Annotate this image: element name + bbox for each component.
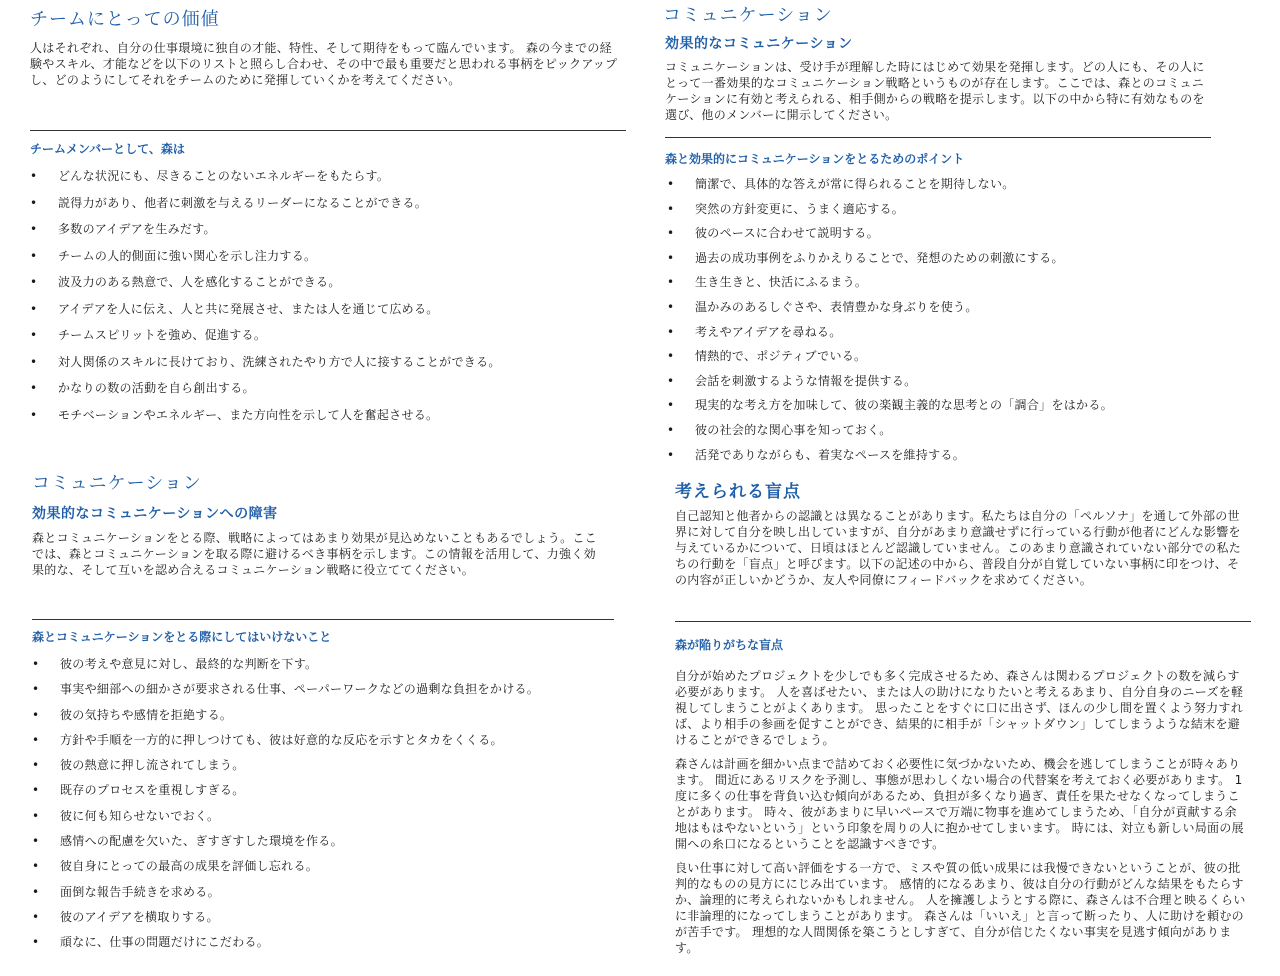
blind-spots-intro: 自己認知と他者からの認識とは異なることがあります。私たちは自分の「ペルソナ」を通して外部の世界に対して自分を映し出していますが、自分があまり意識せずに行っている行動が他者にどんな影響を与えているかについて、日頃はほとんど認識していません。このあまり意識されていない部分での私たちの行動を「盲点」と呼びます。以下の記述の中から、普段自分が自覚していない事柄に印をつけ、その内容が正しいかどうか、友人や同僚にフィードバックを求めてください。 [675, 509, 1242, 587]
team-member-list [30, 168, 501, 433]
blind-spots-title: 考えられる盲点 [675, 482, 801, 502]
list-item: • どんな状況にも、尽きることのないエネルギーをもたらす。 [30, 168, 501, 184]
list-item: • 彼の考えや意見に対し、最終的な判断を下す。 [32, 656, 539, 672]
list-item: • 考えやアイデアを尋ねる。 [667, 324, 1113, 340]
blind-spot-paragraph: 良い仕事に対して高い評価をする一方で、ミスや質の低い成果には我慢できないということが、彼の批判的なものの見方ににじみ出ています。 感情的になるあまり、彼は自分の行動がどんな結果をもたらすか、論理的に考えられないかもしれません。 人を擁護しようとする際に、森さんは不合理と映るくらいに非論理的になってしまうことがあります。 森さんは「いいえ」と言って断ったり、人に助けを頼むのが苦手です。 理想的な人間関係を築こうとしすぎて、自分が信じたくない事実を見逃す傾向があります。 [675, 861, 1246, 955]
list-item: • 現実的な考え方を加味して、彼の楽観主義的な思考との「調合」をはかる。 [667, 397, 1113, 413]
team-value-title: チームにとっての価値 [30, 9, 220, 30]
donts-list [32, 656, 539, 960]
effective-communication-subtitle: 効果的なコミュニケーション [665, 36, 853, 52]
communication-obstacles-intro: 森とコミュニケーションをとる際、戦略によってはあまり効果が見込めないこともあるでしょう。ここでは、森とコミュニケーションを取る際に避けるべき事柄を示します。この情報を活用して、力強く効果的な、そして互いを認め合えるコミュニケーション戦略に役立ててください。 [32, 531, 597, 577]
list-item: • 彼の熱意に押し流されてしまう。 [32, 757, 539, 773]
list-item: • 情熱的で、ポジティブでいる。 [667, 348, 1113, 364]
team-value-intro: 人はそれぞれ、自分の仕事環境に独自の才能、特性、そして期待をもって臨んでいます。 森の今までの経験やスキル、才能などを以下のリストと照らし合わせ、その中で最も重要だと思われる事柄をピックアップし、どのようにしてそれをチームのために発揮していくかを考えてください。 [30, 41, 618, 87]
list-item: • 面倒な報告手続きを求める。 [32, 884, 539, 900]
left-column [30, 0, 626, 976]
list-item: • 過去の成功事例をふりかえりることで、発想のための刺激にする。 [667, 250, 1113, 266]
list-item: • 感情への配慮を欠いた、ぎすぎすした環境を作る。 [32, 833, 539, 849]
list-item: • 多数のアイデアを生みだす。 [30, 221, 501, 237]
blind-spots-paragraphs [675, 668, 1249, 964]
blind-spots-subheading: 森が陥りがちな盲点 [675, 638, 784, 652]
effective-points-list [667, 176, 1113, 471]
communication-obstacles-subtitle: 効果的なコミュニケーションへの障害 [32, 506, 278, 522]
list-item: • かなりの数の活動を自ら創出する。 [30, 380, 501, 396]
team-member-subheading: チームメンバーとして、森は [30, 142, 185, 156]
list-item: • 突然の方針変更に、うまく適応する。 [667, 201, 1113, 217]
effective-points-subheading: 森と効果的にコミュニケーションをとるためのポイント [665, 152, 965, 166]
list-item: • 彼の社会的な関心事を知っておく。 [667, 422, 1113, 438]
list-item: • 彼に何も知らせないでおく。 [32, 808, 539, 824]
divider [675, 621, 1251, 622]
list-item: • 活発でありながらも、着実なペースを維持する。 [667, 447, 1113, 463]
list-item: • 説得力があり、他者に刺激を与えるリーダーになることができる。 [30, 195, 501, 211]
communication-title-right: コミュニケーション [663, 5, 833, 26]
list-item: • 事実や細部への細かさが要求される仕事、ペーパーワークなどの過剰な負担をかける。 [32, 681, 539, 697]
list-item: • 方針や手順を一方的に押しつけても、彼は好意的な反応を示すとタカをくくる。 [32, 732, 539, 748]
divider [30, 130, 626, 131]
list-item: • 頑なに、仕事の問題だけにこだわる。 [32, 934, 539, 950]
list-item: • 波及力のある熱意で、人を感化することができる。 [30, 274, 501, 290]
list-item: • モチベーションやエネルギー、また方向性を示して人を奮起させる。 [30, 407, 501, 423]
list-item: • 対人関係のスキルに長けており、洗練されたやり方で人に接することができる。 [30, 354, 501, 370]
list-item: • 彼の気持ちや感情を拒絶する。 [32, 707, 539, 723]
communication-title: コミュニケーション [32, 473, 202, 494]
list-item: • チームの人的側面に強い関心を示し注力する。 [30, 248, 501, 264]
divider [32, 619, 614, 620]
blind-spot-paragraph: 森さんは計画を細かい点まで詰めておく必要性に気づかないため、機会を逃してしまうことが時々あります。 間近にあるリスクを予測し、事態が思わしくない場合の代替案を考えておく必要があります。 1度に多くの仕事を背負い込む傾向があるため、負担が多くなり過ぎ、責任を果たせなくなってしまうことがあります。 時々、彼があまりに早いペースで万端に物事を進めてしまうため、「自分が貢献する余地はもはやないという」という印象を周りの人に抱かせてしまいます。 時には、対立も新しい局面の展開への糸口になるということを認識すべきです。 [675, 757, 1244, 851]
list-item: • 彼自身にとっての最高の成果を評価し忘れる。 [32, 858, 539, 874]
donts-subheading: 森とコミュニケーションをとる際にしてはいけないこと [32, 630, 332, 644]
list-item: • 既存のプロセスを重視しすぎる。 [32, 782, 539, 798]
list-item: • 彼のペースに合わせて説明する。 [667, 225, 1113, 241]
effective-communication-intro: コミュニケーションは、受け手が理解した時にはじめて効果を発揮します。どの人にも、その人にとって一番効果的なコミュニケーション戦略というものが存在します。ここでは、森とのコミュニケーションに有効と考えられる、相手側からの戦略を提示します。以下の中から特に有効なものを選び、他のメンバーに開示してください。 [665, 60, 1205, 122]
divider [665, 137, 1211, 138]
list-item: • アイデアを人に伝え、人と共に発展させ、または人を通じて広める。 [30, 301, 501, 317]
blind-spot-paragraph: 自分が始めたプロジェクトを少しでも多く完成させるため、森さんは関わるプロジェクトの数を減らす必要があります。 人を喜ばせたい、または人の助けになりたいと考えるあまり、自分自身のニーズを軽視してしまうことがよくあります。 思ったことをすぐに口に出さず、ほんの少し間を置くよう努力すれば、より相手の参画を促すことができ、結果的に相手が「シャットダウン」してしまうような結末を避けることができるでしょう。 [675, 669, 1244, 747]
list-item: • 生き生きと、快活にふるまう。 [667, 274, 1113, 290]
right-column [663, 0, 1249, 976]
list-item: • 簡潔で、具体的な答えが常に得られることを期待しない。 [667, 176, 1113, 192]
list-item: • 会話を刺激するような情報を提供する。 [667, 373, 1113, 389]
list-item: • 温かみのあるしぐさや、表情豊かな身ぶりを使う。 [667, 299, 1113, 315]
list-item: • チームスピリットを強め、促進する。 [30, 327, 501, 343]
list-item: • 彼のアイデアを横取りする。 [32, 909, 539, 925]
